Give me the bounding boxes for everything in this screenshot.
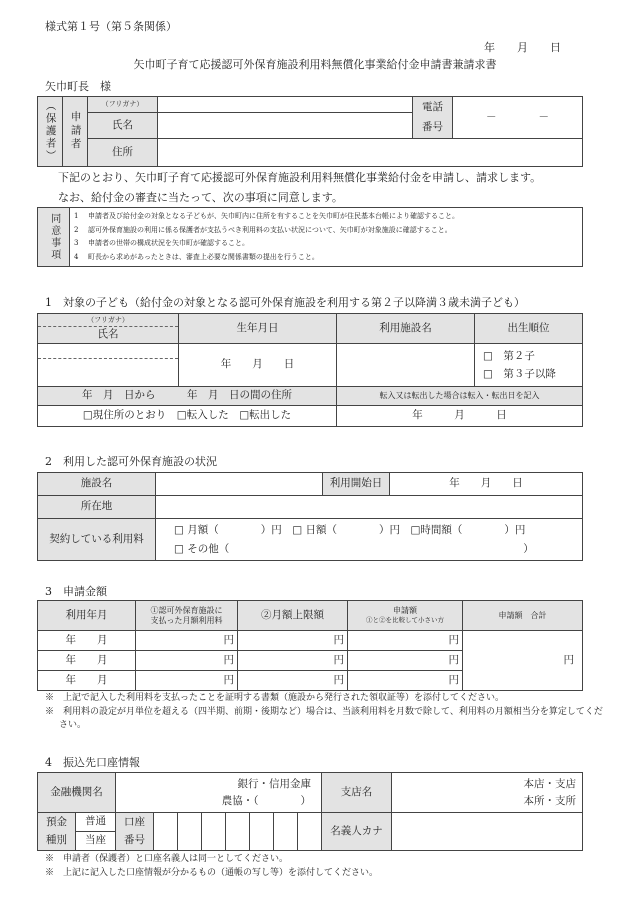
current-option[interactable]: 当座 xyxy=(76,832,116,851)
order-2-checkbox[interactable]: □ 第２子 xyxy=(483,350,535,362)
consent-item: 2 認可外保育施設の利用に係る保護者が支払うべき利用料の支払い状況について、矢巾町が対象施設に確認すること。 xyxy=(74,225,452,234)
section3-note-2: ※ 利用料の設定が月単位を超える（四半期、前期・後期など）場合は、当該利用料を月数で除して、利用料の月額相当分を算定してください。 xyxy=(45,707,603,731)
applicant-label: 申請者 xyxy=(63,97,88,167)
section4-note-1: ※ 申請者（保護者）と口座名義人は同一としてください。 xyxy=(45,854,289,864)
applicant-name-field[interactable] xyxy=(158,113,413,139)
move-date-label: 転入又は転出した場合は転入・転出日を記入 xyxy=(337,387,583,406)
child-birthdate-field[interactable]: 年 月 日 xyxy=(179,344,337,387)
applicant-furigana-field[interactable] xyxy=(158,97,413,113)
birthdate-header: 生年月日 xyxy=(179,314,337,344)
applicant-address-field[interactable] xyxy=(158,139,583,167)
limit-field[interactable]: 円 xyxy=(238,651,348,671)
section3-heading: 3 申請金額 xyxy=(45,585,107,598)
col-request-header: 申請額 ①と②を比較して小さい方 xyxy=(348,601,463,631)
branch-field[interactable]: 本店・支店 本所・支所 xyxy=(392,773,583,813)
contract-fee-label: 契約している利用料 xyxy=(38,519,156,561)
start-date-label: 利用開始日 xyxy=(323,473,390,496)
addressee: 矢巾町長 様 xyxy=(45,80,111,93)
applicant-table xyxy=(37,96,583,167)
facility-name-field[interactable] xyxy=(156,473,323,496)
account-digit[interactable] xyxy=(298,813,322,851)
account-digit[interactable] xyxy=(226,813,250,851)
request-field[interactable]: 円 xyxy=(348,651,463,671)
paid-field[interactable]: 円 xyxy=(136,671,238,691)
limit-field[interactable]: 円 xyxy=(238,671,348,691)
col-paid-header: ①認可外保育施設に 支払った月額利用料 xyxy=(136,601,238,631)
facility-name-label: 施設名 xyxy=(38,473,156,496)
account-number-label: 口座 番号 xyxy=(116,813,154,851)
consent-item: 1 申請者及び給付金の対象となる子どもが、矢巾町内に住所を有することを矢巾町が住民基本台帳により確認すること。 xyxy=(74,212,459,220)
child-table xyxy=(37,313,583,427)
child-name-header: （フリガナ） 氏名 xyxy=(38,314,179,344)
col-month-header: 利用年月 xyxy=(38,601,136,631)
holder-kana-field[interactable] xyxy=(392,813,583,851)
bank-name-field[interactable]: 銀行・信用金庫 農協・（ ） xyxy=(116,773,322,813)
amount-table xyxy=(37,600,583,691)
holder-kana-label: 名義人カナ xyxy=(322,813,392,851)
deposit-type-label: 預金 種別 xyxy=(38,813,76,851)
month-field[interactable]: 年 月 xyxy=(38,631,136,651)
account-digit[interactable] xyxy=(202,813,226,851)
name-label: 氏名 xyxy=(88,113,158,139)
phone-label: 電話 番号 xyxy=(413,97,453,139)
account-digit[interactable] xyxy=(154,813,178,851)
birth-order-header: 出生順位 xyxy=(475,314,583,344)
limit-field[interactable]: 円 xyxy=(238,631,348,651)
bank-table xyxy=(37,772,583,851)
section2-heading: 2 利用した認可外保育施設の状況 xyxy=(45,455,217,468)
furigana-label: （フリガナ） xyxy=(88,97,158,113)
move-date-field[interactable]: 年 月 日 xyxy=(337,406,583,427)
order-3-checkbox[interactable]: □ 第３子以降 xyxy=(483,368,556,380)
col-limit-header: ②月額上限額 xyxy=(238,601,348,631)
address-label: 住所 xyxy=(88,139,158,167)
total-field[interactable]: 円 xyxy=(463,631,583,691)
consent-label: 同意事項 xyxy=(38,208,70,267)
account-digit[interactable] xyxy=(274,813,298,851)
account-digit[interactable] xyxy=(178,813,202,851)
facility-header: 利用施設名 xyxy=(337,314,475,344)
consent-item: 3 申請者の世帯の構成状況を矢巾町が確認すること。 xyxy=(74,239,249,247)
phone-field[interactable]: － － xyxy=(453,97,583,139)
location-field[interactable] xyxy=(156,496,583,519)
consent-items xyxy=(70,208,583,267)
page-title: 矢巾町子育て応援認可外保育施設利用料無償化事業給付金申請書兼請求書 xyxy=(133,58,497,71)
section4-heading: 4 振込先口座情報 xyxy=(45,756,140,769)
location-label: 所在地 xyxy=(38,496,156,519)
form-number: 様式第１号（第５条関係） xyxy=(45,20,177,33)
child-facility-field[interactable] xyxy=(337,344,475,387)
col-total-header: 申請額 合計 xyxy=(463,601,583,631)
section4-note-2: ※ 上記に記入した口座情報が分かるもの（通帳の写し等）を添付してください。 xyxy=(45,868,379,878)
account-digit[interactable] xyxy=(250,813,274,851)
consent-item: 4 町長から求めがあったときは、審査上必要な関係書類の提出を行うこと。 xyxy=(74,252,319,261)
request-field[interactable]: 円 xyxy=(348,631,463,651)
contract-fee-options[interactable]: □ 月額（ ）円 □ 日額（ ）円 □時間額（ ）円 □ その他（ ） xyxy=(156,519,583,561)
period-address-label: 年 月 日から 年 月 日の間の住所 xyxy=(38,387,337,406)
month-field[interactable]: 年 月 xyxy=(38,651,136,671)
request-field[interactable]: 円 xyxy=(348,671,463,691)
bank-name-label: 金融機関名 xyxy=(38,773,116,813)
section3-note-1: ※ 上記で記入した利用料を支払ったことを証明する書類（施設から発行された領収証等）を添付してください。 xyxy=(45,693,505,703)
facility-table xyxy=(37,472,583,561)
branch-label: 支店名 xyxy=(322,773,392,813)
section1-heading: 1 対象の子ども（給付金の対象となる認可外保育施設を利用する第２子以降満３歳未満子ども） xyxy=(45,296,525,309)
month-field[interactable]: 年 月 xyxy=(38,671,136,691)
birth-order-options[interactable] xyxy=(475,344,583,387)
guardian-label: （保護者） xyxy=(38,97,63,167)
intro-text-2: なお、給付金の審査に当たって、次の事項に同意します。 xyxy=(58,191,343,204)
ordinary-option[interactable]: 普通 xyxy=(76,813,116,832)
child-name-field[interactable] xyxy=(38,344,179,387)
date-line: 年 月 日 xyxy=(484,41,561,54)
address-options[interactable]: □現住所のとおり □転入した □転出した xyxy=(38,406,337,427)
intro-text-1: 下記のとおり、矢巾町子育て応援認可外保育施設利用料無償化事業給付金を申請し、請求します。 xyxy=(58,171,542,184)
consent-table xyxy=(37,207,583,267)
paid-field[interactable]: 円 xyxy=(136,651,238,671)
start-date-field[interactable]: 年 月 日 xyxy=(390,473,583,496)
paid-field[interactable]: 円 xyxy=(136,631,238,651)
